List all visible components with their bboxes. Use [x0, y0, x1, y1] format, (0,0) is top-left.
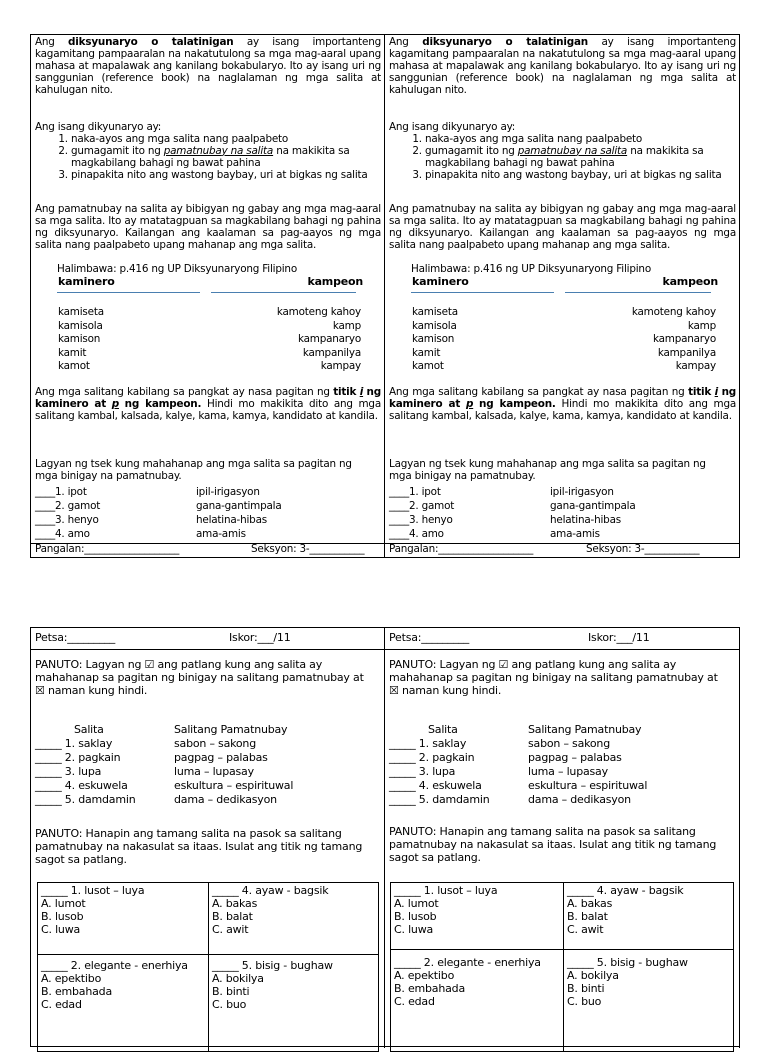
example-label: Halimbawa: p.416 ng UP Diksyunaryong Filipino — [57, 263, 297, 275]
item-guide: dama – dedikasyon — [174, 793, 277, 806]
check-item: ____4. amo — [389, 528, 444, 540]
question-grid — [390, 882, 734, 1052]
bottom-left-copy — [31, 628, 385, 1048]
option: A. bokilya — [212, 972, 264, 985]
option: B. embahada — [394, 982, 465, 995]
list-item: 2. gumagamit ito ng pamatnubay na salita na makikita sa magkabilang bahagi ng bawat pahina — [71, 146, 381, 170]
question-title[interactable]: _____ 4. ayaw - bagsik — [212, 884, 329, 897]
option: C. buo — [212, 998, 247, 1011]
question-4 — [209, 883, 378, 955]
column-header-word: Salita — [428, 723, 458, 736]
item-word[interactable]: _____ 4. eskuwela — [389, 779, 482, 792]
item-guide: eskultura – espirituwal — [174, 779, 294, 792]
list-item: kamp — [332, 319, 361, 332]
intro-paragraph: Ang diksyunaryo o talatinigan ay isang importanteng kagamitang pampaaralan na nakatutulong sa mga mag-aaral upang mahasa at mapalawak ang kanilang bokabularyo. Ito ay isang uri ng sanggunian (reference book) na naglalaman ng mga salita at kahulugan nito. — [389, 36, 736, 96]
list-item: kamison — [412, 333, 455, 345]
list-section — [35, 122, 381, 182]
list-item: kamot — [58, 360, 90, 372]
guide-line-left — [411, 292, 554, 293]
option: A. lumot — [41, 897, 86, 910]
question-title[interactable]: _____ 5. bisig - bughaw — [567, 956, 688, 969]
question-title[interactable]: _____ 5. bisig - bughaw — [212, 959, 333, 972]
question-5 — [209, 955, 378, 1051]
question-2 — [391, 950, 564, 1051]
option: A. epektibo — [41, 972, 102, 985]
list-item: kampanaryo — [652, 333, 716, 345]
list-item: kamisola — [58, 319, 103, 332]
question-5 — [564, 950, 733, 1051]
item-word[interactable]: _____ 5. damdamin — [35, 793, 136, 806]
item-word[interactable]: _____ 2. pagkain — [35, 751, 121, 764]
option: B. embahada — [41, 985, 112, 998]
column-header-guide: Salitang Pamatnubay — [528, 723, 642, 736]
check-item: ____1. ipot — [35, 486, 87, 498]
item-word[interactable]: _____ 4. eskuwela — [35, 779, 128, 792]
list-title: Ang isang dikyunaryo ay: — [35, 121, 162, 133]
item-guide: pagpag – palabas — [528, 751, 622, 764]
feature-list — [35, 134, 381, 182]
between-paragraph: Ang mga salitang kabilang sa pangkat ay nasa pagitan ng titik i ng kaminero at p ng kampeon. Hindi mo makikita dito ang mga salitang kambal, kalsada, kalye, kama, kamya, kandidato at kandila. — [35, 386, 381, 422]
option: C. buo — [567, 995, 602, 1008]
column-header-guide: Salitang Pamatnubay — [174, 723, 288, 736]
question-1 — [38, 883, 209, 955]
option: C. edad — [41, 998, 82, 1011]
header-divider — [385, 649, 739, 650]
item-guide: sabon – sakong — [174, 737, 256, 750]
guide-line-left — [57, 292, 200, 293]
option: C. edad — [394, 995, 435, 1008]
item-word[interactable]: _____ 1. saklay — [389, 737, 467, 750]
option: B. balat — [567, 910, 608, 923]
option: C. luwa — [394, 923, 434, 936]
list-item: kamiseta — [412, 306, 458, 318]
list-item: 3. pinapakita nito ang wastong baybay, uri at bigkas ng salita — [71, 170, 381, 182]
item-guide: pagpag – palabas — [174, 751, 268, 764]
example-label: Halimbawa: p.416 ng UP Diksyunaryong Filipino — [411, 263, 651, 275]
score-field[interactable]: Iskor:___/11 — [588, 631, 650, 644]
option: A. bakas — [212, 897, 258, 910]
intro-paragraph: Ang diksyunaryo o talatinigan ay isang importanteng kagamitang pampaaralan na nakatutulong sa mga mag-aaral upang mahasa at mapalawak ang kanilang bokabularyo. Ito ay isang uri ng sanggunian (reference book) na naglalaman ng mga salita at kahulugan nito. — [35, 36, 381, 96]
list-item: kamit — [58, 346, 87, 359]
check-guide: helatina-hibas — [196, 514, 267, 526]
header-divider — [31, 649, 384, 650]
list-title: Ang isang dikyunaryo ay: — [389, 121, 516, 133]
item-word[interactable]: _____ 3. lupa — [35, 765, 102, 778]
item-guide: sabon – sakong — [528, 737, 610, 750]
option: A. bakas — [567, 897, 613, 910]
check-item: ____3. henyo — [35, 514, 99, 526]
instructions-2: PANUTO: Hanapin ang tamang salita na pasok sa salitang pamatnubay na nakasulat sa itaas. Isulat ang titik ng tamang sagot sa patlang. — [35, 827, 363, 866]
list-item: kampanilya — [657, 346, 716, 359]
feature-list — [389, 134, 736, 182]
name-field[interactable]: Pangalan:___________________ — [35, 543, 180, 555]
list-section — [389, 122, 736, 182]
date-field[interactable]: Petsa:_________ — [35, 631, 115, 644]
question-title[interactable]: _____ 2. elegante - enerhiya — [41, 959, 188, 972]
option: C. luwa — [41, 923, 81, 936]
item-word[interactable]: _____ 1. saklay — [35, 737, 113, 750]
item-word[interactable]: _____ 3. lupa — [389, 765, 456, 778]
check-guide: ipil-irigasyon — [550, 486, 614, 498]
check-instructions: Lagyan ng tsek kung mahahanap ang mga salita sa pagitan ng mga binigay na pamatnubay. — [35, 458, 352, 482]
option: A. epektibo — [394, 969, 455, 982]
option: B. balat — [212, 910, 253, 923]
item-word[interactable]: _____ 5. damdamin — [389, 793, 490, 806]
check-item: ____2. gamot — [35, 500, 101, 512]
check-guide: ipil-irigasyon — [196, 486, 260, 498]
item-word[interactable]: _____ 2. pagkain — [389, 751, 475, 764]
top-left-copy — [31, 35, 385, 557]
bottom-right-copy — [385, 628, 740, 1048]
guide-line-right — [565, 292, 711, 293]
score-field[interactable]: Iskor:___/11 — [229, 631, 291, 644]
option: C. awit — [567, 923, 604, 936]
check-item: ____2. gamot — [389, 500, 455, 512]
option: C. awit — [212, 923, 249, 936]
question-grid — [37, 882, 379, 1052]
instructions-2: PANUTO: Hanapin ang tamang salita na pasok sa salitang pamatnubay na nakasulat sa itaas. Isulat ang titik ng tamang sagot sa patlang. — [389, 825, 717, 864]
list-item: 3. pinapakita nito ang wastong baybay, uri at bigkas ng salita — [425, 170, 736, 182]
item-guide: dama – dedikasyon — [528, 793, 631, 806]
list-item: kamit — [412, 346, 441, 359]
question-title[interactable]: _____ 2. elegante - enerhiya — [394, 956, 541, 969]
instructions-1: PANUTO: Lagyan ng ☑ ang patlang kung ang salita ay mahahanap sa pagitan ng binigay na salitang pamatnubay at ☒ naman kung hindi. — [389, 658, 718, 697]
guide-line-right — [211, 292, 356, 293]
list-item: 1. naka-ayos ang mga salita nang paalpabeto — [71, 134, 381, 146]
check-guide: ama-amis — [550, 528, 600, 540]
option: A. lumot — [394, 897, 439, 910]
date-field[interactable]: Petsa:_________ — [389, 631, 469, 644]
list-item: kamiseta — [58, 306, 104, 318]
between-paragraph: Ang mga salitang kabilang sa pangkat ay nasa pagitan ng titik i ng kaminero at p ng kampeon. Hindi mo makikita dito ang mga salitang kambal, kalsada, kalye, kama, kamya, kandidato at kandila. — [389, 386, 737, 422]
question-2 — [38, 955, 209, 1051]
top-right-copy — [385, 35, 740, 557]
column-header-word: Salita — [74, 723, 104, 736]
list-item: 1. naka-ayos ang mga salita nang paalpabeto — [425, 134, 736, 146]
question-title[interactable]: _____ 4. ayaw - bagsik — [567, 884, 684, 897]
check-instructions: Lagyan ng tsek kung mahahanap ang mga salita sa pagitan ng mga binigay na pamatnubay. — [389, 458, 706, 482]
option: B. binti — [567, 982, 605, 995]
check-guide: helatina-hibas — [550, 514, 621, 526]
guide-paragraph: Ang pamatnubay na salita ay bibigyan ng gabay ang mga mag-aaral sa mga salita. Ito ay matatagpuan sa magkabilang bahagi ng pahina ng diksyunaryo. Kailangan ang kaalaman sa pag-aayos ng mga salita nang paalpabeto upang mahanap ang mga salita. — [35, 203, 381, 251]
instructions-1: PANUTO: Lagyan ng ☑ ang patlang kung ang salita ay mahahanap sa pagitan ng binigay na salitang pamatnubay at ☒ naman kung hindi. — [35, 658, 364, 697]
list-item: kampay — [320, 360, 361, 372]
question-title[interactable]: _____ 1. lusot – luya — [41, 884, 145, 897]
list-item: kampanilya — [302, 346, 361, 359]
list-item: kamoteng kahoy — [631, 306, 716, 318]
guide-paragraph: Ang pamatnubay na salita ay bibigyan ng gabay ang mga mag-aaral sa mga salita. Ito ay matatagpuan sa magkabilang bahagi ng pahina ng diksyunaryo. Kailangan ang kaalaman sa pag-aayos ng mga salita nang paalpabeto upang mahanap ang mga salita. — [389, 203, 736, 251]
item-guide: eskultura – espirituwal — [528, 779, 648, 792]
bottom-worksheet — [30, 627, 740, 1047]
name-field[interactable]: Pangalan:___________________ — [389, 543, 534, 555]
list-item: kamot — [412, 360, 444, 372]
list-item: kamp — [687, 319, 716, 332]
list-item: kamisola — [412, 319, 457, 332]
guide-word-right: kampeon — [307, 275, 363, 288]
question-title[interactable]: _____ 1. lusot – luya — [394, 884, 498, 897]
option: B. lusob — [41, 910, 84, 923]
check-item: ____3. henyo — [389, 514, 453, 526]
guide-word-right: kampeon — [662, 275, 718, 288]
item-guide: luma – lupasay — [528, 765, 608, 778]
option: A. bokilya — [567, 969, 619, 982]
check-item: ____1. ipot — [389, 486, 441, 498]
check-guide: ama-amis — [196, 528, 246, 540]
section-field[interactable]: Seksyon: 3-___________ — [251, 543, 365, 555]
question-1 — [391, 883, 564, 950]
top-worksheet — [30, 34, 740, 558]
list-item: kamoteng kahoy — [276, 306, 361, 318]
list-item: 2. gumagamit ito ng pamatnubay na salita na makikita sa magkabilang bahagi ng bawat pahina — [425, 146, 736, 170]
check-guide: gana-gantimpala — [550, 500, 636, 512]
question-4 — [564, 883, 733, 950]
list-item: kampay — [675, 360, 716, 372]
option: B. binti — [212, 985, 250, 998]
check-guide: gana-gantimpala — [196, 500, 282, 512]
list-item: kamison — [58, 333, 101, 345]
guide-word-left: kaminero — [412, 275, 469, 288]
section-field[interactable]: Seksyon: 3-___________ — [586, 543, 700, 555]
list-item: kampanaryo — [297, 333, 361, 345]
item-guide: luma – lupasay — [174, 765, 254, 778]
check-item: ____4. amo — [35, 528, 90, 540]
guide-word-left: kaminero — [58, 275, 115, 288]
option: B. lusob — [394, 910, 437, 923]
